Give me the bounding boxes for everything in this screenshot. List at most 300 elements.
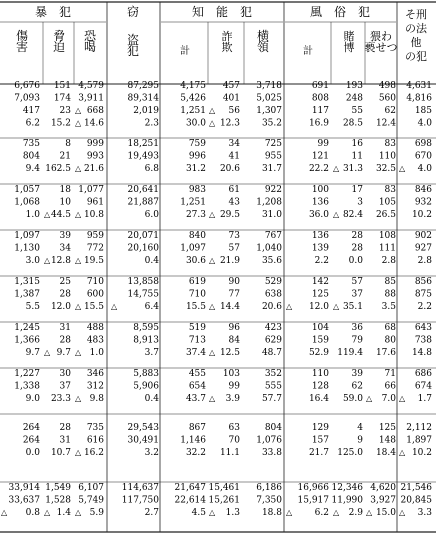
cell-value: 417 — [22, 106, 40, 116]
cell-value: 1,366 — [14, 335, 40, 346]
cell-value: 17 — [351, 185, 363, 195]
cell-value: 20,641 — [127, 185, 159, 195]
cell-value: 39 — [351, 369, 363, 379]
decrease-mark: △ — [44, 210, 51, 219]
cell-value: 11 — [351, 151, 363, 162]
cell-value: 4,175 — [180, 81, 206, 91]
decrease-mark: △ — [209, 394, 216, 403]
cell-value: 6.0 — [144, 210, 159, 220]
cell-value: 31.3 — [342, 164, 363, 174]
cell-value: 1,251 — [180, 197, 206, 208]
cell-value: 3.2 — [144, 448, 159, 458]
cell-value: 2.2 — [314, 256, 329, 266]
cell-value: 70 — [228, 435, 240, 446]
cell-value: 959 — [86, 231, 104, 241]
cell-value: 10.8 — [83, 210, 104, 220]
column-header-1: 脅迫 — [52, 29, 66, 54]
cell-value: 12.0 — [308, 302, 329, 312]
column-header-0: 傷害 — [15, 29, 29, 54]
cell-value: 28 — [351, 243, 363, 254]
cell-value: 9 — [357, 435, 363, 446]
cell-value: 100 — [311, 185, 329, 195]
cell-value: 4 — [357, 423, 363, 433]
cell-value: 14,755 — [127, 289, 159, 300]
cell-value: 29.5 — [219, 210, 240, 220]
cell-value: 148 — [378, 435, 396, 446]
cell-value: 142 — [311, 277, 329, 287]
cell-value: 48.7 — [261, 348, 282, 358]
cell-value: 1,387 — [14, 289, 40, 300]
group-header-3: 風 俗 犯 — [309, 5, 371, 19]
cell-value: 674 — [414, 381, 432, 392]
cell-value: 20,160 — [127, 243, 159, 254]
cell-value: 21,546 — [400, 483, 432, 493]
cell-value: 10 — [59, 197, 71, 208]
cell-value: 6,676 — [14, 81, 40, 91]
cell-value: 29,543 — [127, 423, 159, 433]
cell-value: 346 — [86, 369, 104, 379]
cell-value: 735 — [22, 139, 40, 149]
cell-value: 90 — [228, 277, 240, 287]
cell-value: 151 — [53, 81, 71, 91]
cell-value: 804 — [264, 423, 282, 433]
cell-value: 16,966 — [297, 483, 329, 493]
cell-value: 185 — [414, 106, 432, 116]
column-header-6: 横領 — [256, 29, 270, 54]
cell-value: 643 — [414, 323, 432, 333]
decrease-mark: △ — [75, 106, 82, 115]
cell-value: 4.0 — [417, 164, 432, 174]
cell-value: 713 — [188, 335, 206, 346]
cell-value: 23 — [59, 106, 71, 116]
cell-value: 31.7 — [261, 164, 282, 174]
decrease-mark: △ — [333, 302, 340, 311]
cell-value: 867 — [188, 423, 206, 433]
decrease-mark: △ — [333, 164, 340, 173]
cell-value: 555 — [264, 381, 282, 392]
cell-value: 3,911 — [78, 93, 104, 104]
cell-value: 1,315 — [14, 277, 40, 287]
cell-value: 28 — [351, 231, 363, 241]
cell-value: 1,338 — [14, 381, 40, 392]
cell-value: 619 — [188, 277, 206, 287]
cell-value: 31.0 — [261, 210, 282, 220]
decrease-mark: △ — [399, 394, 406, 403]
cell-value: 30.6 — [185, 256, 206, 266]
cell-value: 20,071 — [127, 231, 159, 241]
cell-value: 4.5 — [191, 508, 206, 518]
cell-value: 529 — [264, 277, 282, 287]
decrease-mark: △ — [75, 448, 82, 457]
cell-value: 61 — [228, 185, 240, 195]
cell-value: 710 — [86, 277, 104, 287]
cell-value: 0.0 — [25, 448, 40, 458]
cell-value: 0.4 — [144, 394, 159, 404]
cell-value: 85 — [384, 277, 396, 287]
cell-value: 3 — [357, 197, 363, 208]
cell-value: 30 — [59, 369, 71, 379]
cell-value: 312 — [86, 381, 104, 392]
cell-value: 139 — [311, 243, 329, 254]
cell-value: 1,076 — [256, 435, 282, 446]
cell-value: 6,107 — [78, 483, 104, 493]
cell-value: 8 — [65, 139, 71, 149]
decrease-mark: △ — [75, 302, 82, 311]
decrease-mark: △ — [75, 164, 82, 173]
cell-value: 36.0 — [308, 210, 329, 220]
cell-value: 1.0 — [25, 210, 40, 220]
cell-value: 41 — [228, 151, 240, 162]
cell-value: 955 — [264, 151, 282, 162]
cell-value: 5.9 — [89, 508, 104, 518]
cell-value: 1,097 — [14, 231, 40, 241]
cell-value: 691 — [311, 81, 329, 91]
cell-value: 30.0 — [185, 118, 206, 129]
cell-value: 710 — [188, 289, 206, 300]
cell-value: 37 — [351, 289, 363, 300]
cell-value: 37 — [59, 381, 71, 392]
decrease-mark: △ — [111, 302, 118, 311]
cell-value: 88 — [384, 289, 396, 300]
cell-value: 1.0 — [89, 348, 104, 358]
cell-value: 103 — [222, 369, 240, 379]
cell-value: 128 — [311, 381, 329, 392]
cell-value: 4,579 — [78, 81, 104, 91]
column-header-3: 盗犯 — [126, 33, 140, 58]
cell-value: 15.2 — [50, 118, 71, 129]
cell-value: 31 — [59, 323, 71, 333]
cell-value: 56 — [228, 106, 240, 116]
cell-value: 125 — [378, 423, 396, 433]
cell-value: 44.5 — [50, 210, 71, 220]
decrease-mark: △ — [399, 164, 406, 173]
cell-value: 638 — [264, 289, 282, 300]
cell-value: 1.3 — [225, 508, 240, 518]
cell-value: 5,883 — [133, 369, 159, 379]
cell-value: 927 — [414, 243, 432, 254]
cell-value: 105 — [378, 197, 396, 208]
cell-value: 23.3 — [50, 394, 71, 404]
cell-value: 846 — [414, 185, 432, 195]
cell-value: 4,631 — [406, 81, 432, 91]
cell-value: 77 — [228, 289, 240, 300]
cell-value: 1,307 — [256, 106, 282, 116]
cell-value: 15.0 — [375, 508, 396, 518]
cell-value: 20,845 — [400, 495, 432, 506]
cell-value: 6.8 — [144, 164, 159, 174]
cell-value: 7,093 — [14, 93, 40, 104]
column-header-4: 計 — [180, 46, 190, 57]
cell-value: 12.5 — [219, 348, 240, 358]
decrease-mark: △ — [366, 394, 373, 403]
cell-value: 16 — [351, 139, 363, 149]
cell-value: 39 — [59, 231, 71, 241]
cell-value: 15,461 — [208, 483, 240, 493]
cell-value: 2.8 — [417, 256, 432, 266]
cell-value: 735 — [86, 423, 104, 433]
decrease-mark: △ — [44, 256, 51, 265]
cell-value: 34 — [59, 243, 71, 254]
cell-value: 159 — [311, 335, 329, 346]
cell-value: 654 — [188, 381, 206, 392]
cell-value: 1,528 — [45, 495, 71, 506]
cell-value: 1,549 — [45, 483, 71, 493]
cell-value: 248 — [345, 93, 363, 104]
decrease-mark: △ — [75, 210, 82, 219]
column-header-9: 猥わ褻せつ — [364, 30, 398, 54]
cell-value: 616 — [86, 435, 104, 446]
cell-value: 999 — [86, 139, 104, 149]
cell-value: 6.2 — [25, 118, 40, 129]
cell-value: 498 — [378, 81, 396, 91]
cell-value: 57.7 — [261, 394, 282, 404]
cell-value: 12.4 — [375, 118, 396, 129]
cell-value: 16.4 — [308, 394, 329, 404]
decrease-mark: △ — [209, 106, 216, 115]
cell-value: 0.4 — [144, 256, 159, 266]
cell-value: 62 — [384, 106, 396, 116]
decrease-mark: △ — [209, 302, 216, 311]
cell-value: 560 — [378, 93, 396, 104]
cell-value: 922 — [264, 185, 282, 195]
cell-value: 3.3 — [417, 508, 432, 518]
cell-value: 1.4 — [56, 508, 71, 518]
group-header-other: そ刑の法他の犯 — [405, 8, 427, 63]
cell-value: 483 — [86, 335, 104, 346]
cell-value: 89,314 — [127, 93, 159, 104]
group-header-1: 窃 — [126, 5, 140, 19]
cell-value: 35.1 — [342, 302, 363, 312]
cell-value: 401 — [222, 93, 240, 104]
cell-value: 3.0 — [25, 256, 40, 266]
cell-value: 22,614 — [174, 495, 206, 506]
decrease-mark: △ — [209, 210, 216, 219]
table-header — [16, 4, 428, 63]
cell-value: 34 — [228, 139, 240, 149]
cell-value: 157 — [311, 435, 329, 446]
decrease-mark: △ — [44, 508, 51, 517]
cell-value: 21,887 — [127, 197, 159, 208]
cell-value: 20.6 — [261, 302, 282, 312]
cell-value: 875 — [414, 289, 432, 300]
cell-value: 670 — [414, 151, 432, 162]
cell-value: 68 — [384, 323, 396, 333]
cell-value: 43 — [228, 197, 240, 208]
cell-value: 63 — [228, 423, 240, 433]
cell-value: 35.6 — [261, 256, 282, 266]
cell-value: 104 — [311, 323, 329, 333]
decrease-mark: △ — [209, 256, 216, 265]
cell-value: 12.3 — [219, 118, 240, 129]
cell-value: 5,426 — [180, 93, 206, 104]
decrease-mark: △ — [1, 508, 8, 517]
cell-value: 8,595 — [133, 323, 159, 333]
cell-value: 22.2 — [308, 164, 329, 174]
decrease-mark: △ — [44, 348, 51, 357]
cell-value: 3.7 — [144, 348, 159, 358]
cell-value: 66 — [384, 381, 396, 392]
decrease-mark: △ — [75, 118, 82, 128]
cell-value: 62 — [351, 381, 363, 392]
decrease-mark: △ — [75, 348, 82, 357]
cell-value: 1.7 — [417, 394, 432, 404]
cell-value: 686 — [414, 369, 432, 379]
cell-value: 117,750 — [121, 495, 159, 506]
cell-value: 6.4 — [144, 302, 159, 312]
cell-value: 193 — [345, 81, 363, 91]
cell-value: 99 — [317, 139, 329, 149]
cell-value: 15.5 — [83, 302, 104, 312]
cell-value: 9.0 — [25, 394, 40, 404]
cell-value: 9.8 — [89, 394, 104, 404]
cell-value: 840 — [188, 231, 206, 241]
cell-value: 121 — [311, 151, 329, 162]
cell-value: 14.6 — [83, 118, 104, 129]
cell-value: 1,068 — [14, 197, 40, 208]
cell-value: 804 — [22, 151, 40, 162]
cell-value: 52.9 — [308, 348, 329, 358]
decrease-mark: △ — [333, 508, 340, 517]
cell-value: 73 — [228, 231, 240, 241]
cell-value: 2.8 — [381, 256, 396, 266]
cell-value: 668 — [86, 106, 104, 116]
cell-value: 18.8 — [261, 508, 282, 518]
cell-value: 2,112 — [406, 423, 432, 433]
cell-value: 2.3 — [144, 118, 159, 129]
cell-value: 25 — [59, 277, 71, 287]
cell-value: 28 — [59, 289, 71, 300]
cell-value: 119.4 — [337, 348, 363, 358]
cell-value: 27.3 — [185, 210, 206, 220]
cell-value: 4.0 — [417, 118, 432, 129]
cell-value: 33.8 — [261, 448, 282, 458]
cell-value: 26.5 — [375, 210, 396, 220]
decrease-mark: △ — [399, 448, 406, 457]
cell-value: 21.7 — [308, 448, 329, 458]
cell-value: 21,647 — [174, 483, 206, 493]
cell-value: 4,816 — [406, 93, 432, 104]
cell-value: 1,146 — [180, 435, 206, 446]
cell-value: 21.6 — [83, 164, 104, 174]
cell-value: 3.9 — [225, 394, 240, 404]
cell-value: 264 — [22, 423, 40, 433]
cell-value: 12.8 — [50, 256, 71, 266]
decrease-mark: △ — [75, 394, 82, 403]
cell-value: 18.4 — [375, 448, 396, 458]
cell-value: 2.9 — [348, 508, 363, 518]
cell-value: 902 — [414, 231, 432, 241]
cell-value: 110 — [311, 369, 329, 379]
group-header-0: 暴 犯 — [34, 5, 72, 19]
cell-value: 32.5 — [375, 164, 396, 174]
cell-value: 83 — [384, 139, 396, 149]
cell-value: 7,350 — [256, 495, 282, 506]
cell-value: 600 — [86, 289, 104, 300]
cell-value: 31 — [59, 435, 71, 446]
cell-value: 16.2 — [83, 448, 104, 458]
cell-value: 17.6 — [375, 348, 396, 358]
cell-value: 725 — [264, 139, 282, 149]
cell-value: 28 — [59, 335, 71, 346]
cell-value: 21 — [59, 151, 71, 162]
cell-value: 993 — [86, 151, 104, 162]
cell-value: 1,245 — [14, 323, 40, 333]
cell-value: 0.8 — [25, 508, 40, 518]
cell-value: 2,019 — [133, 106, 159, 116]
cell-value: 110 — [378, 151, 396, 162]
cell-value: 9.7 — [25, 348, 40, 358]
cell-value: 1,897 — [406, 435, 432, 446]
cell-value: 136 — [311, 231, 329, 241]
cell-value: 738 — [414, 335, 432, 346]
cell-value: 767 — [264, 231, 282, 241]
cell-value: 7.0 — [381, 394, 396, 404]
cell-value: 423 — [264, 323, 282, 333]
column-header-5: 詐欺 — [221, 30, 233, 54]
cell-value: 352 — [264, 369, 282, 379]
cell-value: 71 — [384, 369, 396, 379]
cell-value: 19,493 — [127, 151, 159, 162]
cell-value: 3,718 — [256, 81, 282, 91]
cell-value: 32.2 — [185, 448, 206, 458]
cell-value: 18 — [59, 185, 71, 195]
cell-value: 10.2 — [411, 448, 432, 458]
cell-value: 57 — [351, 277, 363, 287]
cell-value: 1,130 — [14, 243, 40, 254]
cell-value: 10.2 — [411, 210, 432, 220]
cell-value: 37.4 — [185, 348, 206, 358]
cell-value: 519 — [188, 323, 206, 333]
cell-value: 87,295 — [127, 81, 159, 91]
cell-value: 13,858 — [127, 277, 159, 287]
cell-value: 488 — [86, 323, 104, 333]
cell-value: 6,186 — [256, 483, 282, 493]
cell-value: 2.7 — [144, 508, 159, 518]
cell-value: 11,990 — [331, 495, 363, 506]
cell-value: 9.7 — [56, 348, 71, 358]
cell-value: 19.5 — [83, 256, 104, 266]
cell-value: 30,491 — [127, 435, 159, 446]
cell-value: 21.9 — [219, 256, 240, 266]
cell-value: 57 — [228, 243, 240, 254]
cell-value: 108 — [378, 231, 396, 241]
cell-value: 16.9 — [308, 118, 329, 129]
cell-value: 84 — [228, 335, 240, 346]
cell-value: 8,913 — [133, 335, 159, 346]
decrease-mark: △ — [75, 508, 82, 517]
cell-value: 1,057 — [14, 185, 40, 195]
decrease-mark: △ — [366, 508, 373, 517]
decrease-mark: △ — [399, 508, 406, 517]
cell-value: 136 — [311, 197, 329, 208]
cell-value: 111 — [378, 243, 396, 254]
cell-value: 33,914 — [8, 483, 40, 493]
cell-value: 759 — [188, 139, 206, 149]
cell-value: 6.2 — [314, 508, 329, 518]
cell-value: 96 — [228, 323, 240, 333]
cell-value: 55 — [351, 106, 363, 116]
cell-value: 1,251 — [180, 106, 206, 116]
cell-value: 808 — [311, 93, 329, 104]
decrease-mark: △ — [209, 118, 216, 128]
cell-value: 174 — [53, 93, 71, 104]
cell-value: 82.4 — [342, 210, 363, 220]
cell-value: 99 — [228, 381, 240, 392]
cell-value: 856 — [414, 277, 432, 287]
cell-value: 264 — [22, 435, 40, 446]
cell-value: 10.7 — [50, 448, 71, 458]
table-body — [1, 81, 432, 518]
